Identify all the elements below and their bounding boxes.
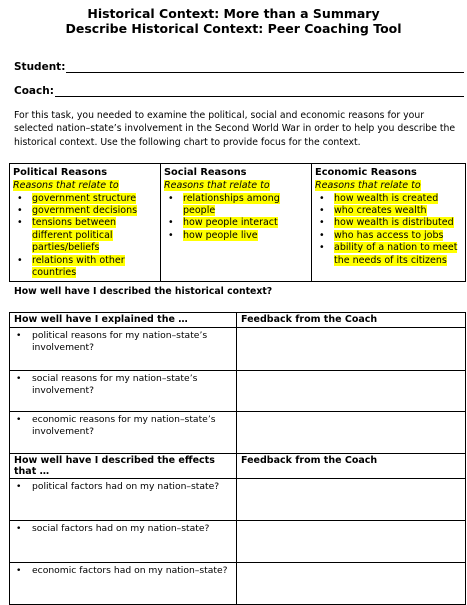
list-item: • government decisions (13, 205, 157, 217)
feedback-cell[interactable] (237, 371, 466, 412)
list-item: • who has access to jobs (315, 230, 462, 242)
social-reasons-cell (161, 179, 312, 282)
document-title (0, 6, 467, 36)
political-reasons-header: Political Reasons (10, 164, 161, 180)
table-row (10, 521, 466, 563)
list-item: • ability of a nation to meet the needs of its citizens (315, 242, 462, 267)
question-cell: • political reasons for my nation–state’s involvement? (10, 328, 237, 371)
list-item: • who creates wealth (315, 205, 462, 217)
question-heading: How well have I described the historical context? (14, 286, 273, 297)
feedback-cell[interactable] (237, 412, 466, 454)
feedback-cell[interactable] (237, 479, 466, 521)
coach-input-line[interactable] (55, 86, 464, 97)
relate-label: Reasons that relate to (315, 180, 421, 191)
table-row (10, 328, 466, 371)
coaching-table (9, 312, 466, 605)
list-item: • how wealth is distributed (315, 217, 462, 229)
coach-field[interactable] (14, 85, 464, 97)
question-cell: • social reasons for my nation–state’s involvement? (10, 371, 237, 412)
table-row (10, 371, 466, 412)
political-reasons-cell (10, 179, 161, 282)
feedback-header: Feedback from the Coach (237, 454, 466, 479)
title-line-1: Historical Context: More than a Summary (87, 6, 380, 21)
table-row (10, 479, 466, 521)
feedback-header: Feedback from the Coach (237, 313, 466, 328)
reasons-table (9, 163, 466, 282)
relate-label: Reasons that relate to (164, 180, 270, 191)
question-cell: • political factors had on my nation–state? (10, 479, 237, 521)
feedback-cell[interactable] (237, 563, 466, 605)
explained-header: How well have I explained the … (10, 313, 237, 328)
list-item: • relations with other countries (13, 255, 157, 280)
intro-paragraph: For this task, you needed to examine the political, social and economic reasons for your selected nation–state’s involvement in the Second World War in order to help you describe the historical context. Use the following chart to provide focus for the context. (14, 110, 456, 148)
economic-reasons-header: Economic Reasons (312, 164, 466, 180)
list-item: • how wealth is created (315, 193, 462, 205)
table-row (10, 412, 466, 454)
list-item: • how people interact (164, 217, 308, 229)
list-item: • government structure (13, 193, 157, 205)
question-cell: • economic reasons for my nation–state’s involvement? (10, 412, 237, 454)
relate-label: Reasons that relate to (13, 180, 119, 191)
title-line-2: Describe Historical Context: Peer Coaching Tool (65, 21, 402, 36)
table-row (10, 563, 466, 605)
student-label: Student: (14, 61, 66, 73)
list-item: • tensions between different political parties/beliefs (13, 217, 157, 254)
feedback-cell[interactable] (237, 328, 466, 371)
social-reasons-header: Social Reasons (161, 164, 312, 180)
student-field[interactable] (14, 61, 464, 73)
coach-label: Coach: (14, 85, 54, 97)
question-cell: • economic factors had on my nation–state? (10, 563, 237, 605)
question-cell: • social factors had on my nation–state? (10, 521, 237, 563)
list-item: • relationships among people (164, 193, 308, 218)
list-item: • how people live (164, 230, 308, 242)
feedback-cell[interactable] (237, 521, 466, 563)
student-input-line[interactable] (66, 62, 464, 73)
effects-header: How well have I described the effects that … (10, 454, 237, 479)
economic-reasons-cell (312, 179, 466, 282)
